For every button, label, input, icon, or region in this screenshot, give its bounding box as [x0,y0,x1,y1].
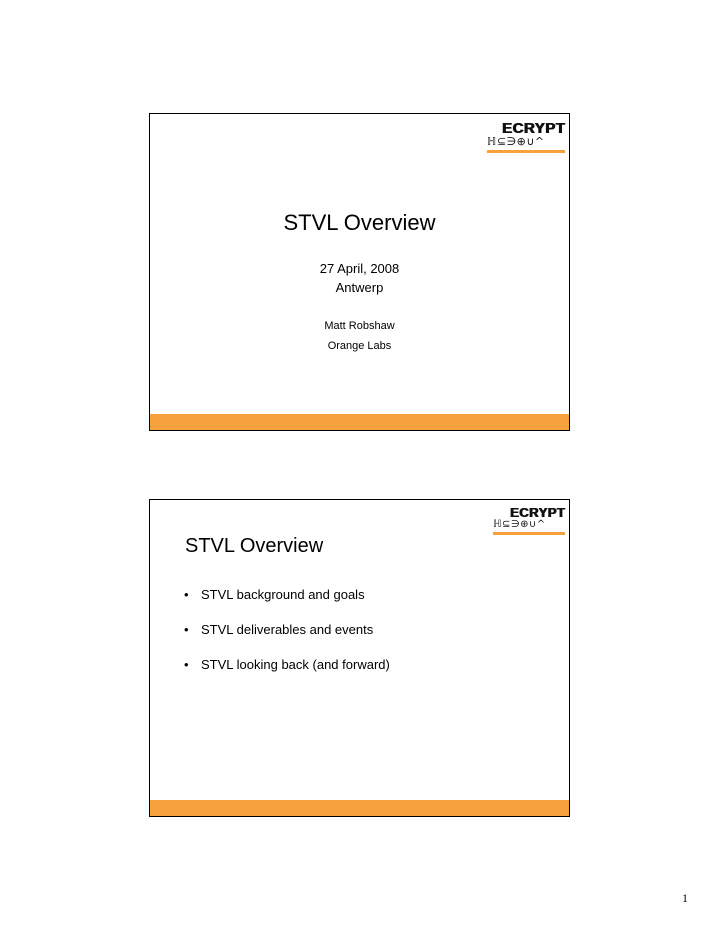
slide-title: STVL Overview [185,535,324,557]
logo-underline [487,150,565,153]
ecrypt-logo [487,121,565,153]
bullet-text: STVL deliverables and events [201,622,374,637]
overview-slide [149,499,570,817]
slide-date: 27 April, 2008 [319,261,400,276]
logo-wordmark: ECRYPT [509,505,565,520]
slide-location: Antwerp [335,280,384,295]
ecrypt-logo [493,506,565,535]
slide-title: STVL Overview [283,210,436,235]
title-slide [149,113,570,431]
bullet-list [184,586,390,691]
list-item [184,586,390,621]
bullet-icon: • [184,622,189,637]
logo-glyphs: ℍ⊆∋⊕∪^ [493,519,546,530]
bullet-icon: • [184,587,189,602]
logo-underline [493,532,565,535]
list-item [184,656,390,691]
bullet-text: STVL background and goals [201,587,365,602]
bullet-text: STVL looking back (and forward) [201,657,390,672]
slide-footer-bar [150,414,569,430]
slide-footer-bar [150,800,569,816]
bullet-icon: • [184,657,189,672]
slide-author: Matt Robshaw [324,320,395,332]
logo-wordmark: ECRYPT [501,120,565,137]
logo-glyphs: ℍ⊆∋⊕∪^ [487,136,545,148]
slide-affiliation: Orange Labs [327,340,392,352]
page-number: 1 [682,891,688,905]
list-item [184,621,390,656]
